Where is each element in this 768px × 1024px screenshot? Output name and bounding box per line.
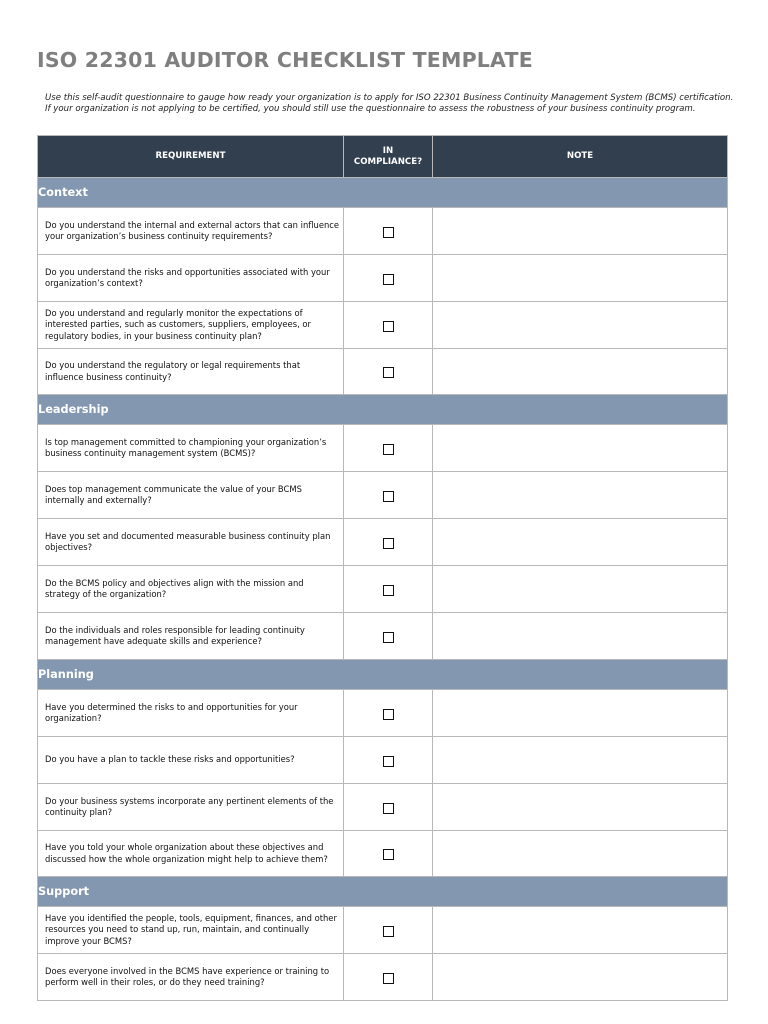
requirement-cell: Have you told your whole organization about these objectives and discussed how the whole organization might help to achieve them?: [38, 831, 344, 877]
compliance-checkbox[interactable]: [383, 756, 394, 767]
note-column-header: NOTE: [433, 136, 728, 178]
compliance-checkbox[interactable]: [383, 849, 394, 860]
note-cell[interactable]: [433, 472, 728, 519]
compliance-cell: [344, 831, 433, 877]
table-row: [38, 831, 728, 877]
compliance-checkbox[interactable]: [383, 538, 394, 549]
compliance-checkbox[interactable]: [383, 926, 394, 937]
compliance-checkbox[interactable]: [383, 321, 394, 332]
note-cell[interactable]: [433, 907, 728, 954]
compliance-checkbox[interactable]: [383, 367, 394, 378]
table-row: [38, 425, 728, 472]
note-cell[interactable]: [433, 425, 728, 472]
table-row: [38, 907, 728, 954]
compliance-checkbox[interactable]: [383, 632, 394, 643]
requirement-cell: Have you identified the people, tools, equipment, finances, and other resources you need to stand up, run, maintain, and continually improve your BCMS?: [38, 907, 344, 954]
requirement-cell: Do your business systems incorporate any pertinent elements of the continuity plan?: [38, 784, 344, 831]
requirement-cell: Do the individuals and roles responsible for leading continuity management have adequate skills and experience?: [38, 613, 344, 660]
compliance-cell: [344, 690, 433, 737]
section-header-leadership: [38, 395, 728, 425]
compliance-cell: [344, 472, 433, 519]
compliance-cell: [344, 519, 433, 566]
section-header-planning: [38, 660, 728, 690]
compliance-checkbox[interactable]: [383, 227, 394, 238]
compliance-header-line1: IN: [382, 145, 394, 156]
compliance-header-line2: COMPLIANCE?: [353, 156, 423, 167]
compliance-cell: [344, 349, 433, 395]
requirement-cell: Have you set and documented measurable business continuity plan objectives?: [38, 519, 344, 566]
compliance-cell: [344, 302, 433, 349]
table-row: [38, 690, 728, 737]
note-cell[interactable]: [433, 737, 728, 784]
note-cell[interactable]: [433, 690, 728, 737]
compliance-cell: [344, 208, 433, 255]
requirement-cell: Do the BCMS policy and objectives align with the mission and strategy of the organization?: [38, 566, 344, 613]
note-cell[interactable]: [433, 208, 728, 255]
table-body: [38, 178, 728, 1001]
requirement-cell: Do you understand the risks and opportunities associated with your organization’s context?: [38, 255, 344, 302]
requirement-cell: Does top management communicate the value of your BCMS internally and externally?: [38, 472, 344, 519]
table-row: [38, 349, 728, 395]
compliance-checkbox[interactable]: [383, 803, 394, 814]
note-cell[interactable]: [433, 302, 728, 349]
table-row: [38, 954, 728, 1001]
note-cell[interactable]: [433, 613, 728, 660]
table-row: [38, 208, 728, 255]
compliance-checkbox[interactable]: [383, 274, 394, 285]
note-cell[interactable]: [433, 349, 728, 395]
compliance-cell: [344, 425, 433, 472]
requirement-cell: Does everyone involved in the BCMS have experience or training to perform well in their roles, or do they need training?: [38, 954, 344, 1001]
section-title: Planning: [38, 660, 728, 690]
table-row: [38, 737, 728, 784]
compliance-cell: [344, 954, 433, 1001]
compliance-cell: [344, 255, 433, 302]
checklist-table: [37, 135, 728, 1001]
requirement-cell: Do you understand and regularly monitor the expectations of interested parties, such as customers, suppliers, employees, or regulatory bodies, in your business continuity plan?: [38, 302, 344, 349]
note-cell[interactable]: [433, 566, 728, 613]
section-title: Leadership: [38, 395, 728, 425]
table-row: [38, 519, 728, 566]
note-cell[interactable]: [433, 954, 728, 1001]
compliance-cell: [344, 566, 433, 613]
compliance-checkbox[interactable]: [383, 585, 394, 596]
requirement-cell: Do you understand the internal and external actors that can influence your organization’s business continuity requirements?: [38, 208, 344, 255]
section-title: Support: [38, 877, 728, 907]
table-row: [38, 613, 728, 660]
requirement-cell: Do you understand the regulatory or legal requirements that influence business continuity?: [38, 349, 344, 395]
table-row: [38, 302, 728, 349]
compliance-cell: [344, 737, 433, 784]
table-row: [38, 784, 728, 831]
compliance-checkbox[interactable]: [383, 973, 394, 984]
intro-text: Use this self-audit questionnaire to gauge how ready your organization is to apply for ISO 22301 Business Continuity Management System (BCMS) certification. If your organization is not applying to be certified, you should still use the questionnaire to assess the robustness of your business continuity program.: [45, 93, 734, 114]
compliance-checkbox[interactable]: [383, 709, 394, 720]
section-title: Context: [38, 178, 728, 208]
compliance-cell: [344, 907, 433, 954]
section-header-context: [38, 178, 728, 208]
requirement-cell: Is top management committed to championing your organization’s business continuity management system (BCMS)?: [38, 425, 344, 472]
requirement-cell: Do you have a plan to tackle these risks and opportunities?: [38, 737, 344, 784]
table-row: [38, 472, 728, 519]
page-title: ISO 22301 AUDITOR CHECKLIST TEMPLATE: [37, 48, 533, 72]
table-row: [38, 255, 728, 302]
note-cell[interactable]: [433, 831, 728, 877]
section-header-support: [38, 877, 728, 907]
table-row: [38, 566, 728, 613]
requirement-column-header: REQUIREMENT: [38, 136, 344, 178]
compliance-checkbox[interactable]: [383, 444, 394, 455]
compliance-checkbox[interactable]: [383, 491, 394, 502]
compliance-column-header: [344, 136, 433, 178]
table-header-row: [38, 136, 728, 178]
requirement-cell: Have you determined the risks to and opportunities for your organization?: [38, 690, 344, 737]
note-cell[interactable]: [433, 255, 728, 302]
note-cell[interactable]: [433, 519, 728, 566]
compliance-cell: [344, 784, 433, 831]
note-cell[interactable]: [433, 784, 728, 831]
compliance-cell: [344, 613, 433, 660]
